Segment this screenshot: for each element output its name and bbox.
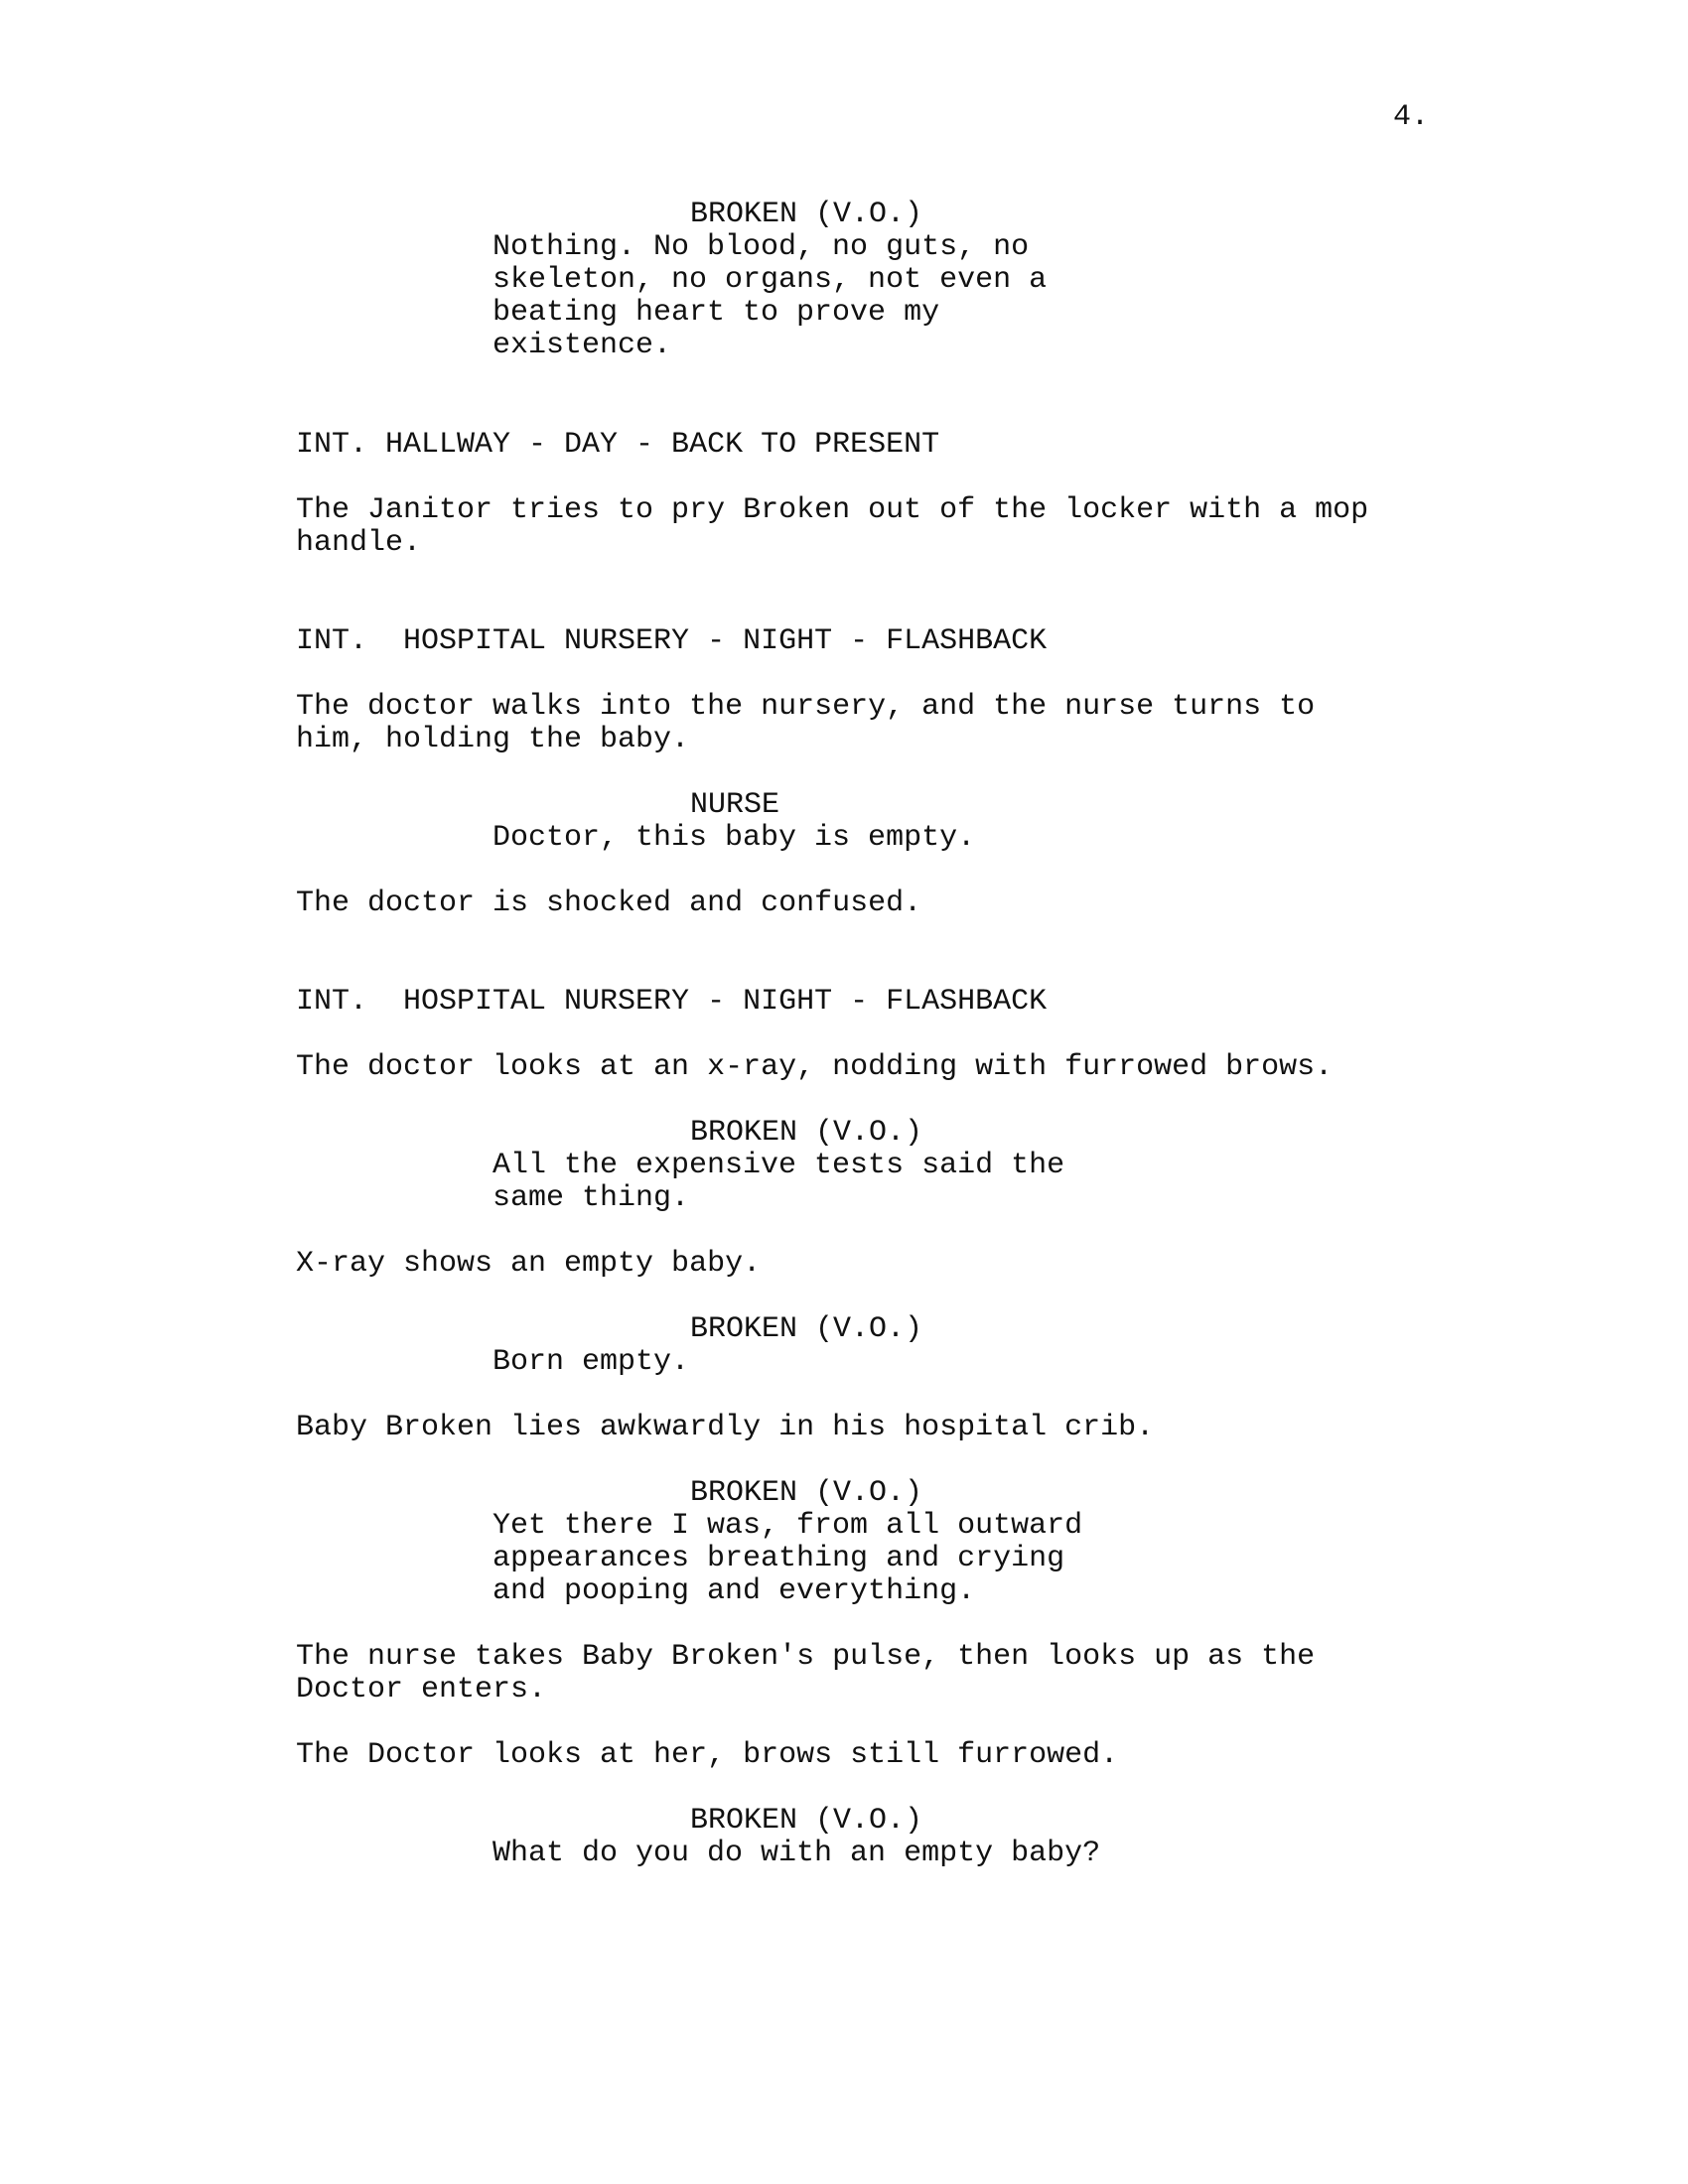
dialogue-line: All the expensive tests said the bbox=[492, 1149, 1065, 1182]
dialogue-line: beating heart to prove my bbox=[492, 296, 940, 330]
action-line: The doctor is shocked and confused. bbox=[296, 887, 922, 920]
character-cue: BROKEN (V.O.) bbox=[690, 1116, 923, 1150]
dialogue-line: and pooping and everything. bbox=[492, 1574, 976, 1608]
dialogue-line: existence. bbox=[492, 329, 672, 362]
dialogue-line: Born empty. bbox=[492, 1345, 690, 1379]
scene-heading: INT. HOSPITAL NURSERY - NIGHT - FLASHBACK bbox=[296, 985, 1048, 1019]
dialogue-line: What do you do with an empty baby? bbox=[492, 1837, 1101, 1870]
dialogue-line: Doctor, this baby is empty. bbox=[492, 821, 976, 855]
character-cue: BROKEN (V.O.) bbox=[690, 1804, 923, 1838]
action-line: Doctor enters. bbox=[296, 1673, 547, 1706]
dialogue-line: appearances breathing and crying bbox=[492, 1542, 1065, 1575]
character-cue: BROKEN (V.O.) bbox=[690, 1476, 923, 1510]
action-line: Baby Broken lies awkwardly in his hospital crib. bbox=[296, 1411, 1155, 1444]
action-line: The Doctor looks at her, brows still furrowed. bbox=[296, 1738, 1119, 1772]
dialogue-line: skeleton, no organs, not even a bbox=[492, 263, 1048, 297]
action-line: X-ray shows an empty baby. bbox=[296, 1247, 762, 1281]
character-cue: BROKEN (V.O.) bbox=[690, 198, 923, 231]
dialogue-line: same thing. bbox=[492, 1181, 690, 1215]
action-line: handle. bbox=[296, 526, 422, 560]
character-cue: BROKEN (V.O.) bbox=[690, 1312, 923, 1346]
action-line: The Janitor tries to pry Broken out of the locker with a mop bbox=[296, 493, 1369, 527]
scene-heading: INT. HALLWAY - DAY - BACK TO PRESENT bbox=[296, 428, 940, 462]
action-line: The doctor walks into the nursery, and the nurse turns to bbox=[296, 690, 1316, 724]
dialogue-line: Yet there I was, from all outward bbox=[492, 1509, 1083, 1543]
scene-heading: INT. HOSPITAL NURSERY - NIGHT - FLASHBACK bbox=[296, 624, 1048, 658]
dialogue-line: Nothing. No blood, no guts, no bbox=[492, 230, 1030, 264]
page-number: 4. bbox=[1393, 100, 1430, 134]
character-cue: NURSE bbox=[690, 788, 780, 822]
action-line: The doctor looks at an x-ray, nodding with furrowed brows. bbox=[296, 1050, 1334, 1084]
action-line: him, holding the baby. bbox=[296, 723, 690, 756]
action-line: The nurse takes Baby Broken's pulse, then looks up as the bbox=[296, 1640, 1316, 1674]
